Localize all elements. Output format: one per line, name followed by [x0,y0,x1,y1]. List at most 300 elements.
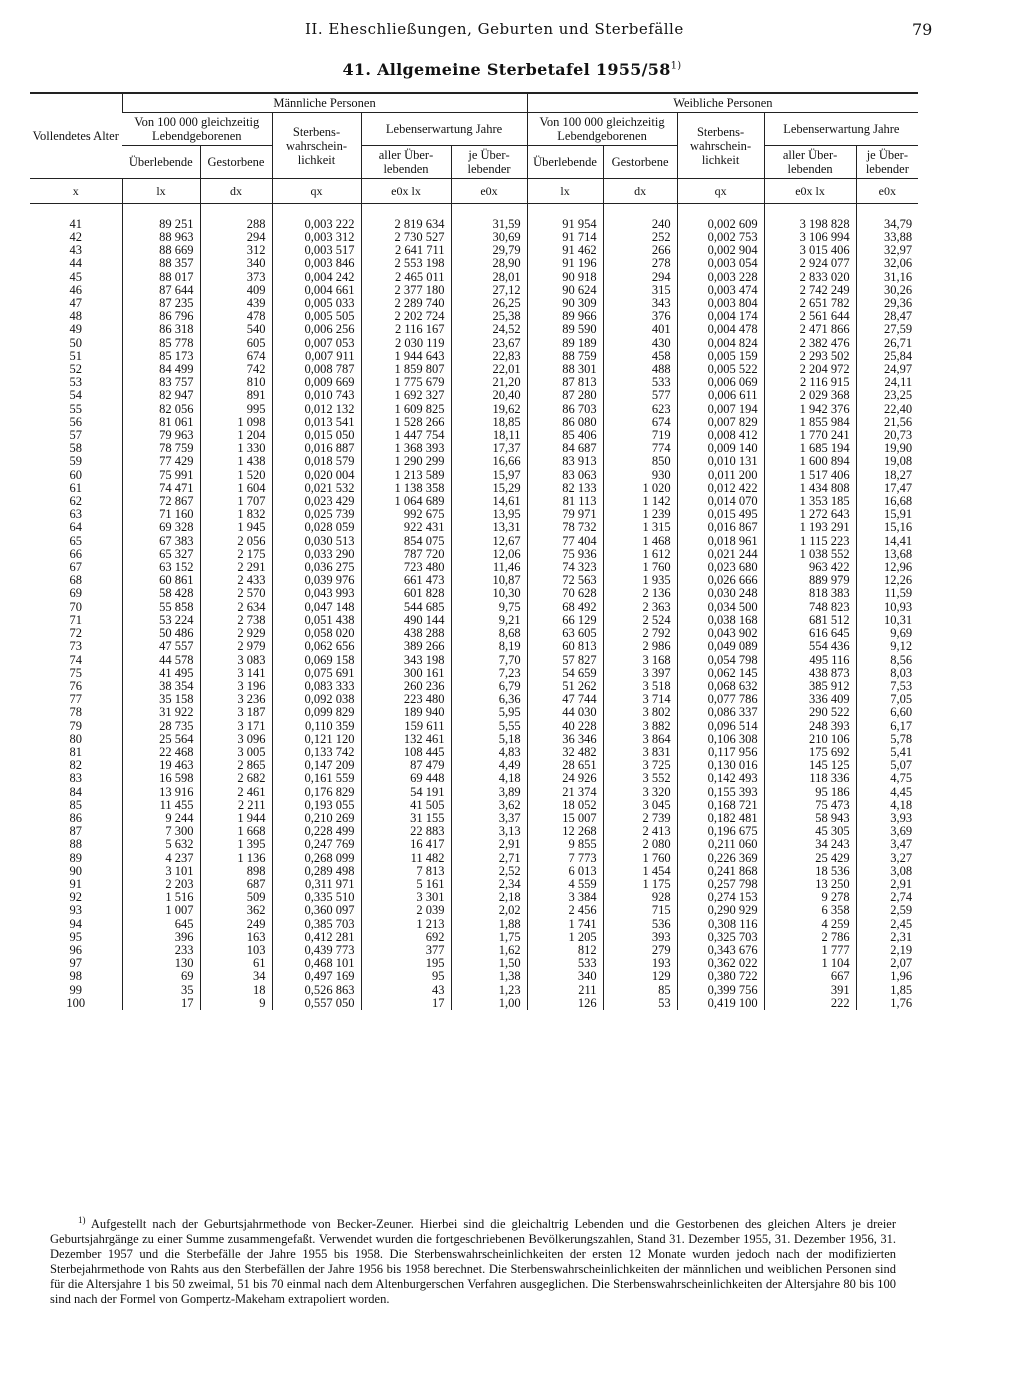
cell-female-survivors: 7 773 [527,852,603,865]
cell-age: 43 [69,243,82,258]
cell-age: 78 [69,705,82,720]
cell-female-life-expectancy: 3,47 [856,838,918,851]
header-male-life-expectancy: Lebenserwartung Jahre [361,113,527,146]
cell-female-life-expectancy: 27,59 [856,323,918,336]
cell-age: 66 [69,546,82,561]
cell-female-total-years: 748 823 [764,601,856,614]
cell-female-survivors: 32 482 [527,746,603,759]
cell-male-prob-death: 0,161 559 [272,772,361,785]
cell-male-total-years: 41 505 [361,799,451,812]
cell-female-life-expectancy: 2,91 [856,878,918,891]
cell-male-deaths: 1 098 [200,416,272,429]
cell-male-total-years: 189 940 [361,706,451,719]
cell-male-total-years: 723 480 [361,561,451,574]
cell-female-survivors: 40 228 [527,720,603,733]
cell-male-deaths: 1 707 [200,495,272,508]
cell-female-prob-death: 0,026 666 [677,574,764,587]
cell-female-survivors: 57 827 [527,654,603,667]
cell-male-survivors: 84 499 [122,363,200,376]
cell-female-survivors: 9 855 [527,838,603,851]
cell-male-prob-death: 0,210 269 [272,812,361,825]
cell-female-total-years: 2 204 972 [764,363,856,376]
cell-female-total-years: 1 272 643 [764,508,856,521]
table-row [30,865,918,878]
cell-male-survivors: 82 947 [122,389,200,402]
cell-female-life-expectancy: 14,41 [856,535,918,548]
cell-male-survivors: 9 244 [122,812,200,825]
cell-female-prob-death: 0,054 798 [677,654,764,667]
cell-female-prob-death: 0,007 194 [677,403,764,416]
cell-male-deaths: 439 [200,297,272,310]
cell-female-deaths: 2 080 [603,838,677,851]
cell-male-total-years: 223 480 [361,693,451,706]
cell-male-total-years: 260 236 [361,680,451,693]
cell-male-survivors: 74 471 [122,482,200,495]
cell-male-total-years: 2 465 011 [361,271,451,284]
cell-male-prob-death: 0,557 050 [272,997,361,1010]
cell-male-life-expectancy: 1,23 [451,984,527,997]
cell-male-deaths: 898 [200,865,272,878]
cell-female-prob-death: 0,011 200 [677,469,764,482]
cell-female-deaths: 278 [603,257,677,270]
cell-female-total-years: 210 106 [764,733,856,746]
cell-age: 44 [69,256,82,271]
cell-female-total-years: 391 [764,984,856,997]
cell-male-prob-death: 0,468 101 [272,957,361,970]
cell-female-life-expectancy: 1,96 [856,970,918,983]
cell-female-deaths: 3 518 [603,680,677,693]
cell-male-total-years: 69 448 [361,772,451,785]
cell-female-life-expectancy: 2,31 [856,931,918,944]
cell-female-life-expectancy: 13,68 [856,548,918,561]
cell-female-life-expectancy: 1,76 [856,997,918,1010]
cell-female-life-expectancy: 15,16 [856,521,918,534]
cell-male-life-expectancy: 7,70 [451,654,527,667]
cell-male-deaths: 294 [200,231,272,244]
cell-age: 58 [69,441,82,456]
cell-female-survivors: 83 063 [527,469,603,482]
cell-female-deaths: 193 [603,957,677,970]
cell-female-deaths: 2 136 [603,587,677,600]
cell-age: 79 [69,718,82,733]
cell-female-total-years: 2 651 782 [764,297,856,310]
cell-male-deaths: 288 [200,204,272,232]
cell-female-survivors: 340 [527,970,603,983]
cell-male-survivors: 58 428 [122,587,200,600]
cell-male-deaths: 340 [200,257,272,270]
cell-female-deaths: 401 [603,323,677,336]
cell-female-deaths: 1 760 [603,852,677,865]
cell-female-prob-death: 0,362 022 [677,957,764,970]
cell-female-survivors: 44 030 [527,706,603,719]
cell-female-deaths: 536 [603,918,677,931]
cell-male-survivors: 86 318 [122,323,200,336]
cell-female-prob-death: 0,007 829 [677,416,764,429]
cell-male-deaths: 1 438 [200,455,272,468]
cell-female-prob-death: 0,002 904 [677,244,764,257]
cell-male-total-years: 490 144 [361,614,451,627]
cell-female-prob-death: 0,155 393 [677,786,764,799]
table-row [30,640,918,653]
cell-female-deaths: 2 363 [603,601,677,614]
cell-male-deaths: 509 [200,891,272,904]
cell-female-deaths: 3 882 [603,720,677,733]
cell-female-life-expectancy: 2,74 [856,891,918,904]
cell-male-total-years: 661 473 [361,574,451,587]
cell-female-total-years: 818 383 [764,587,856,600]
table-row [30,957,918,970]
cell-female-survivors: 68 492 [527,601,603,614]
cell-female-life-expectancy: 26,71 [856,337,918,350]
header-female-survivors: Überlebende [527,146,603,179]
cell-female-survivors: 87 280 [527,389,603,402]
cell-female-survivors: 89 966 [527,310,603,323]
cell-male-life-expectancy: 13,95 [451,508,527,521]
table-row [30,878,918,891]
cell-female-survivors: 72 563 [527,574,603,587]
cell-male-prob-death: 0,015 050 [272,429,361,442]
cell-age: 65 [69,533,82,548]
cell-age: 68 [69,573,82,588]
cell-male-survivors: 645 [122,918,200,931]
cell-male-life-expectancy: 1,00 [451,997,527,1010]
cell-female-prob-death: 0,106 308 [677,733,764,746]
table-row [30,535,918,548]
cell-female-life-expectancy: 17,47 [856,482,918,495]
cell-male-total-years: 132 461 [361,733,451,746]
cell-male-total-years: 1 944 643 [361,350,451,363]
cell-male-deaths: 2 865 [200,759,272,772]
table-title [0,60,1024,79]
cell-male-total-years: 195 [361,957,451,970]
cell-female-prob-death: 0,419 100 [677,997,764,1010]
table-row [30,904,918,917]
header-male-prob-death: Sterbenswahrscheinlichkeit [272,113,361,179]
cell-age: 86 [69,810,82,825]
cell-female-deaths: 3 045 [603,799,677,812]
cell-female-survivors: 82 133 [527,482,603,495]
cell-female-prob-death: 0,062 145 [677,667,764,680]
cell-female-prob-death: 0,142 493 [677,772,764,785]
cell-male-survivors: 75 991 [122,469,200,482]
cell-female-prob-death: 0,290 929 [677,904,764,917]
cell-male-life-expectancy: 19,62 [451,403,527,416]
cell-female-prob-death: 0,018 961 [677,535,764,548]
table-row [30,323,918,336]
cell-male-prob-death: 0,008 787 [272,363,361,376]
cell-male-life-expectancy: 15,29 [451,482,527,495]
cell-male-deaths: 605 [200,337,272,350]
cell-female-deaths: 577 [603,389,677,402]
cell-male-total-years: 95 [361,970,451,983]
cell-female-total-years: 175 692 [764,746,856,759]
cell-female-life-expectancy: 7,05 [856,693,918,706]
table-row [30,838,918,851]
cell-male-survivors: 88 963 [122,231,200,244]
cell-male-life-expectancy: 1,38 [451,970,527,983]
cell-female-deaths: 3 714 [603,693,677,706]
cell-female-deaths: 279 [603,944,677,957]
cell-male-prob-death: 0,003 312 [272,231,361,244]
table-row [30,667,918,680]
cell-male-total-years: 11 482 [361,852,451,865]
cell-female-life-expectancy: 10,31 [856,614,918,627]
cell-female-survivors: 4 559 [527,878,603,891]
symbol-ex: e0x [451,179,527,204]
cell-female-total-years: 1 193 291 [764,521,856,534]
cell-age: 63 [69,507,82,522]
cell-female-prob-death: 0,117 956 [677,746,764,759]
cell-male-total-years: 992 675 [361,508,451,521]
cell-age: 59 [69,454,82,469]
page-number: 79 [912,20,933,39]
cell-male-deaths: 61 [200,957,272,970]
cell-age: 62 [69,494,82,509]
cell-male-prob-death: 0,311 971 [272,878,361,891]
cell-male-life-expectancy: 18,85 [451,416,527,429]
cell-female-total-years: 222 [764,997,856,1010]
cell-male-prob-death: 0,083 333 [272,680,361,693]
cell-male-deaths: 2 979 [200,640,272,653]
cell-female-life-expectancy: 5,78 [856,733,918,746]
cell-male-life-expectancy: 10,30 [451,587,527,600]
cell-male-total-years: 2 553 198 [361,257,451,270]
cell-male-prob-death: 0,020 004 [272,469,361,482]
cell-female-survivors: 3 384 [527,891,603,904]
cell-male-prob-death: 0,016 887 [272,442,361,455]
cell-female-survivors: 60 813 [527,640,603,653]
cell-age: 87 [69,824,82,839]
cell-female-survivors: 86 080 [527,416,603,429]
cell-age: 53 [69,375,82,390]
cell-male-life-expectancy: 1,62 [451,944,527,957]
cell-female-total-years: 2 924 077 [764,257,856,270]
cell-female-deaths: 3 552 [603,772,677,785]
cell-female-life-expectancy: 23,25 [856,389,918,402]
footnote-marker: 1) [78,1215,86,1225]
cell-male-total-years: 544 685 [361,601,451,614]
cell-male-total-years: 108 445 [361,746,451,759]
cell-male-prob-death: 0,009 669 [272,376,361,389]
cell-male-life-expectancy: 15,97 [451,469,527,482]
header-male-per-survivor: je Überlebender [451,146,527,179]
cell-female-survivors: 81 113 [527,495,603,508]
cell-female-total-years: 18 536 [764,865,856,878]
cell-female-life-expectancy: 10,93 [856,601,918,614]
cell-female-total-years: 963 422 [764,561,856,574]
cell-age: 75 [69,665,82,680]
footnote-text: Aufgestellt nach der Geburtsjahrmethode von Becker-Zeuner. Hierbei sind die gleichaltrig Lebenden und die Gestorbenen des gleichen Alters je dreier Geburtsjahrgänge zu einer Summe zusammengefaßt. Verwendet wurden die fortgeschriebenen Bevölkerungszahlen, Stand 31. Dezember 1955, 31. Dezember 1956, 31. Dezember 1957 und die Sterbefälle der Jahre 1955 bis 1958. Die Sterbenswahrscheinlichkeiten der ersten 12 Monate wurden jedoch nach der modifizierten Sterbejahrmethode von Rahts aus den Sterbefällen der Jahre 1956 bis 1958 berechnet. Die Sterbenswahrscheinlichkeiten der männlichen und weiblichen Personen sind für die Altersjahre 1 bis 50 zweimal, 51 bis 70 einmal nach dem Altenburgerschen Verfahren ausgeglichen. Die Sterbenswahrscheinlichkeiten der Altersjahre 80 bis 100 sind nach der Formel von Gompertz-Makeham extrapoliert worden. [50,1217,897,1307]
cell-female-total-years: 1 685 194 [764,442,856,455]
cell-female-total-years: 2 742 249 [764,284,856,297]
cell-female-survivors: 89 590 [527,323,603,336]
cell-age: 41 [69,216,82,231]
table-row [30,812,918,825]
cell-male-deaths: 1 136 [200,852,272,865]
table-row [30,455,918,468]
cell-female-survivors: 88 301 [527,363,603,376]
cell-female-deaths: 3 397 [603,667,677,680]
cell-male-total-years: 159 611 [361,720,451,733]
cell-male-survivors: 31 922 [122,706,200,719]
table-row [30,521,918,534]
table-row [30,601,918,614]
cell-male-survivors: 65 327 [122,548,200,561]
cell-male-total-years: 787 720 [361,548,451,561]
cell-male-survivors: 3 101 [122,865,200,878]
cell-male-deaths: 687 [200,878,272,891]
cell-male-life-expectancy: 22,83 [451,350,527,363]
cell-female-life-expectancy: 8,56 [856,654,918,667]
cell-female-survivors: 2 456 [527,904,603,917]
cell-age: 99 [69,982,82,997]
symbol-qx: qx [677,179,764,204]
cell-male-deaths: 2 461 [200,786,272,799]
cell-female-deaths: 1 239 [603,508,677,521]
cell-female-deaths: 1 468 [603,535,677,548]
cell-male-survivors: 86 796 [122,310,200,323]
footnote [50,1213,896,1307]
cell-male-total-years: 31 155 [361,812,451,825]
cell-male-life-expectancy: 17,37 [451,442,527,455]
cell-male-prob-death: 0,099 829 [272,706,361,719]
cell-male-survivors: 77 429 [122,455,200,468]
cell-male-prob-death: 0,385 703 [272,918,361,931]
cell-male-total-years: 438 288 [361,627,451,640]
cell-male-life-expectancy: 2,02 [451,904,527,917]
cell-female-deaths: 623 [603,403,677,416]
cell-female-life-expectancy: 3,93 [856,812,918,825]
cell-male-life-expectancy: 9,75 [451,601,527,614]
cell-age: 77 [69,692,82,707]
cell-age: 98 [69,969,82,984]
cell-female-total-years: 2 029 368 [764,389,856,402]
cell-female-deaths: 3 864 [603,733,677,746]
cell-male-life-expectancy: 2,91 [451,838,527,851]
cell-male-survivors: 78 759 [122,442,200,455]
cell-female-prob-death: 0,380 722 [677,970,764,983]
cell-female-deaths: 315 [603,284,677,297]
cell-female-total-years: 75 473 [764,799,856,812]
cell-male-total-years: 854 075 [361,535,451,548]
cell-female-survivors: 54 659 [527,667,603,680]
cell-male-total-years: 2 819 634 [361,204,451,232]
cell-male-prob-death: 0,058 020 [272,627,361,640]
cell-male-deaths: 409 [200,284,272,297]
cell-age: 48 [69,309,82,324]
cell-female-deaths: 393 [603,931,677,944]
cell-male-survivors: 5 632 [122,838,200,851]
cell-female-total-years: 95 186 [764,786,856,799]
cell-male-total-years: 377 [361,944,451,957]
cell-male-prob-death: 0,075 691 [272,667,361,680]
cell-male-life-expectancy: 18,11 [451,429,527,442]
cell-male-survivors: 22 468 [122,746,200,759]
cell-male-survivors: 13 916 [122,786,200,799]
cell-female-prob-death: 0,049 089 [677,640,764,653]
symbol-dx: dx [603,179,677,204]
cell-female-prob-death: 0,002 753 [677,231,764,244]
cell-male-total-years: 54 191 [361,786,451,799]
cell-male-deaths: 2 682 [200,772,272,785]
cell-age: 73 [69,639,82,654]
cell-female-total-years: 1 770 241 [764,429,856,442]
cell-male-life-expectancy: 20,40 [451,389,527,402]
cell-age: 92 [69,890,82,905]
cell-female-survivors: 6 013 [527,865,603,878]
cell-female-prob-death: 0,043 902 [677,627,764,640]
cell-male-prob-death: 0,335 510 [272,891,361,904]
cell-male-prob-death: 0,439 773 [272,944,361,957]
cell-male-life-expectancy: 10,87 [451,574,527,587]
cell-female-deaths: 2 739 [603,812,677,825]
cell-male-life-expectancy: 2,18 [451,891,527,904]
cell-male-total-years: 1 213 [361,918,451,931]
cell-female-life-expectancy: 30,26 [856,284,918,297]
cell-male-deaths: 3 096 [200,733,272,746]
cell-female-prob-death: 0,016 867 [677,521,764,534]
cell-male-survivors: 85 173 [122,350,200,363]
cell-female-survivors: 85 406 [527,429,603,442]
cell-male-total-years: 389 266 [361,640,451,653]
cell-female-prob-death: 0,003 474 [677,284,764,297]
header-male: Männliche Personen [122,93,527,113]
cell-female-survivors: 63 605 [527,627,603,640]
cell-female-total-years: 1 434 808 [764,482,856,495]
table-row [30,997,918,1010]
cell-female-prob-death: 0,021 244 [677,548,764,561]
cell-female-prob-death: 0,308 116 [677,918,764,931]
cell-age: 88 [69,837,82,852]
cell-male-life-expectancy: 2,71 [451,852,527,865]
cell-male-prob-death: 0,036 275 [272,561,361,574]
cell-male-total-years: 5 161 [361,878,451,891]
cell-female-total-years: 681 512 [764,614,856,627]
header-female-per-100000: Von 100 000 gleichzeitig Lebendgeborenen [527,113,677,146]
cell-female-deaths: 1 315 [603,521,677,534]
cell-male-prob-death: 0,193 055 [272,799,361,812]
cell-male-prob-death: 0,012 132 [272,403,361,416]
cell-female-survivors: 91 462 [527,244,603,257]
cell-male-deaths: 540 [200,323,272,336]
cell-female-survivors: 87 813 [527,376,603,389]
cell-female-total-years: 1 115 223 [764,535,856,548]
cell-male-survivors: 79 963 [122,429,200,442]
cell-male-deaths: 1 520 [200,469,272,482]
cell-male-life-expectancy: 2,52 [451,865,527,878]
table-row [30,403,918,416]
cell-male-deaths: 1 944 [200,812,272,825]
title-text: 41. Allgemeine Sterbetafel 1955/58 [342,60,671,79]
cell-female-total-years: 3 198 828 [764,204,856,232]
cell-male-survivors: 47 557 [122,640,200,653]
symbol-lx: lx [122,179,200,204]
cell-male-life-expectancy: 9,21 [451,614,527,627]
cell-female-total-years: 2 116 915 [764,376,856,389]
cell-female-life-expectancy: 16,68 [856,495,918,508]
table-row [30,825,918,838]
cell-male-total-years: 2 289 740 [361,297,451,310]
cell-male-life-expectancy: 3,89 [451,786,527,799]
cell-female-deaths: 294 [603,271,677,284]
cell-female-deaths: 1 142 [603,495,677,508]
cell-female-prob-death: 0,010 131 [677,455,764,468]
cell-female-prob-death: 0,002 609 [677,204,764,232]
cell-female-life-expectancy: 11,59 [856,587,918,600]
cell-female-deaths: 2 986 [603,640,677,653]
cell-female-life-expectancy: 33,88 [856,231,918,244]
cell-male-life-expectancy: 6,36 [451,693,527,706]
